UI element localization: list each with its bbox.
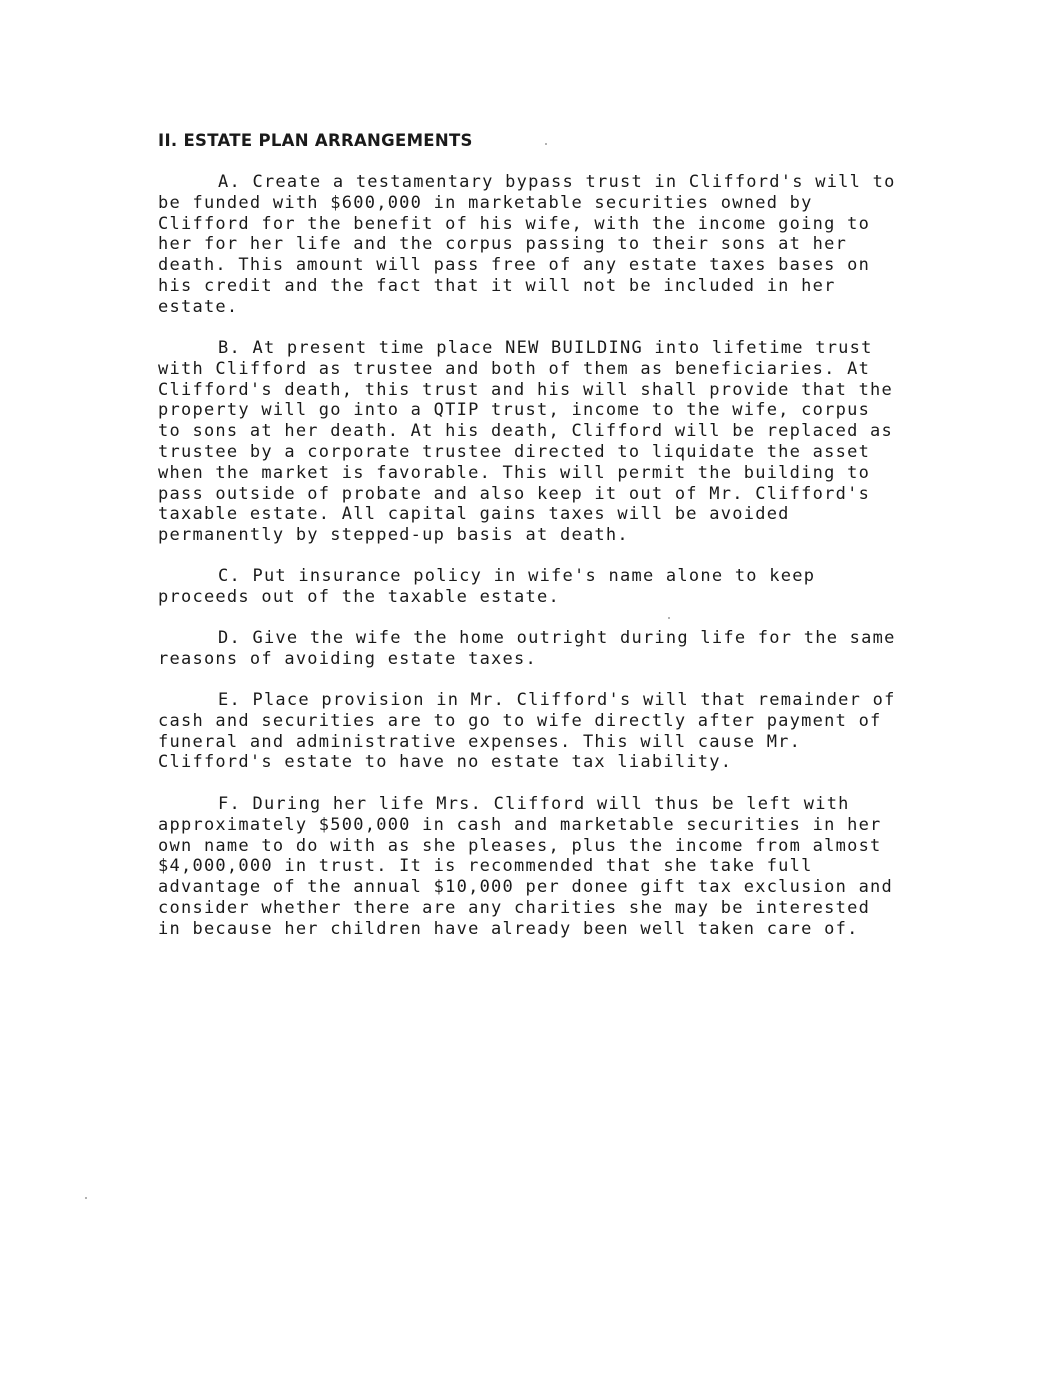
scan-speck <box>545 143 547 145</box>
paragraph-line: $4,000,000 in trust. It is recommended that she take full <box>158 856 813 877</box>
paragraph-line: be funded with $600,000 in marketable securities owned by <box>158 192 813 213</box>
paragraph-line: permanently by stepped-up basis at death. <box>158 525 629 546</box>
paragraph-line: consider whether there are any charities she may be interested <box>158 897 871 918</box>
paragraph-line: D. Give the wife the home outright during life for the same <box>218 628 896 648</box>
paragraph-line: Clifford for the benefit of his wife, with the income going to <box>158 213 871 234</box>
paragraph-line: E. Place provision in Mr. Clifford's will that remainder of <box>218 690 896 710</box>
paragraph-line: trustee by a corporate trustee directed to liquidate the asset <box>158 441 871 462</box>
paragraph-line: funeral and administrative expenses. This will cause Mr. <box>158 731 802 752</box>
paragraph-line: B. At present time place NEW BUILDING into lifetime trust <box>218 338 873 358</box>
paragraph-line: to sons at her death. At his death, Clifford will be replaced as <box>158 421 894 442</box>
paragraph-line: approximately $500,000 in cash and marketable securities in her <box>158 814 882 835</box>
paragraph-line: Clifford's death, this trust and his will shall provide that the <box>158 379 894 400</box>
paragraph-line: proceeds out of the taxable estate. <box>158 586 560 607</box>
scan-speck <box>668 617 670 619</box>
paragraph-line: death. This amount will pass free of any estate taxes bases on <box>158 255 871 276</box>
paragraph-line: advantage of the annual $10,000 per donee gift tax exclusion and <box>158 877 894 898</box>
paragraph-d <box>158 628 1018 670</box>
paragraph-f <box>158 794 1018 940</box>
paragraph-a <box>158 172 1018 318</box>
paragraph-line: C. Put insurance policy in wife's name alone to keep <box>218 566 816 586</box>
paragraph-line: his credit and the fact that it will not be included in her <box>158 275 836 296</box>
paragraph-c <box>158 566 1018 608</box>
paragraph-line: cash and securities are to go to wife directly after payment of <box>158 710 882 731</box>
paragraph-line: estate. <box>158 296 239 317</box>
paragraph-line: in because her children have already been well taken care of. <box>158 918 859 939</box>
paragraph-line: property will go into a QTIP trust, income to the wife, corpus <box>158 400 871 421</box>
paragraph-line: own name to do with as she pleases, plus the income from almost <box>158 835 882 856</box>
paragraph-line: with Clifford as trustee and both of them as beneficiaries. At <box>158 358 871 379</box>
paragraph-line: reasons of avoiding estate taxes. <box>158 648 538 669</box>
paragraph-line: when the market is favorable. This will permit the building to <box>158 462 871 483</box>
paragraph-line: F. During her life Mrs. Clifford will thus be left with <box>218 794 850 814</box>
paragraph-line: taxable estate. All capital gains taxes will be avoided <box>158 504 790 525</box>
paragraph-line: Clifford's estate to have no estate tax liability. <box>158 752 733 773</box>
paragraph-b <box>158 338 1018 546</box>
paragraph-line: pass outside of probate and also keep it out of Mr. Clifford's <box>158 483 871 504</box>
paragraph-line: her for her life and the corpus passing to their sons at her <box>158 234 848 255</box>
paragraph-e <box>158 690 1018 773</box>
scan-speck <box>85 1197 87 1199</box>
paragraph-line: A. Create a testamentary bypass trust in Clifford's will to <box>218 172 896 192</box>
section-heading: II. ESTATE PLAN ARRANGEMENTS <box>158 131 473 150</box>
